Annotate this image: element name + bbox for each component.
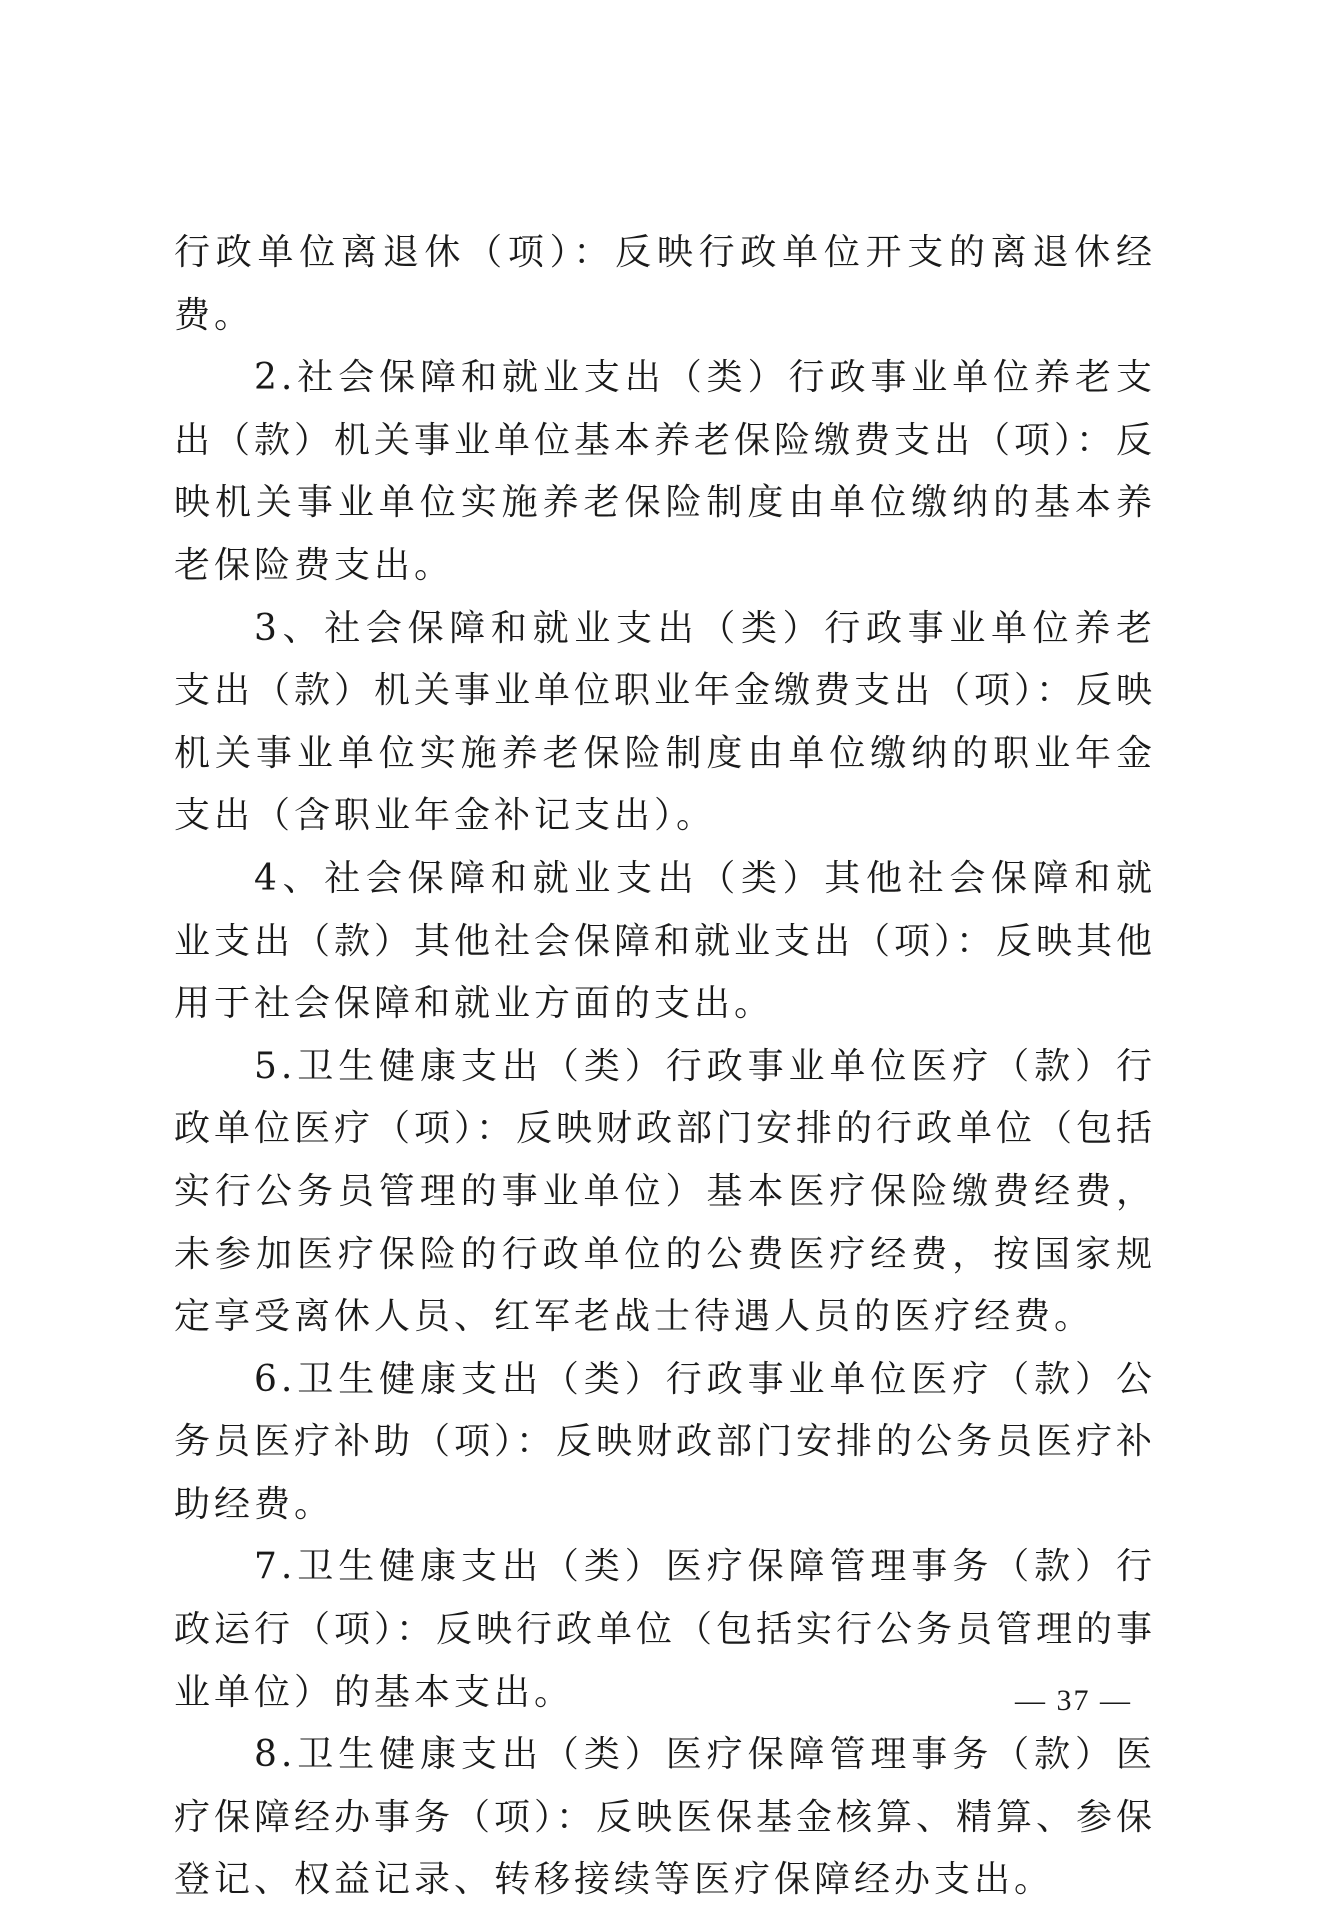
paragraph-continuation: 行政单位离退休（项）：反映行政单位开支的离退休经费。: [174, 232, 1156, 336]
paragraph-item-8: 8.卫生健康支出（类）医疗保障管理事务（款）医疗保障经办事务（项）：反映医保基金核算、精算、参保登记、权益记录、转移接续等医疗保障经办支出。: [174, 1734, 1157, 1901]
paragraph-item-4: 4、社会保障和就业支出（类）其他社会保障和就业支出（款）其他社会保障和就业支出（项）：反映其他用于社会保障和就业方面的支出。: [174, 857, 1157, 1025]
page-number: — 37 —: [1015, 1684, 1132, 1717]
paragraph-item-3: 3、社会保障和就业支出（类）行政事业单位养老支出（款）机关事业单位职业年金缴费支出（项）：反映机关事业单位实施养老保险制度由单位缴纳的职业年金支出（含职业年金补记支出）。: [174, 607, 1157, 837]
paragraph-item-2: 2.社会保障和就业支出（类）行政事业单位养老支出（款）机关事业单位基本养老保险缴费支出（项）：反映机关事业单位实施养老保险制度由单位缴纳的基本养老保险费支出。: [174, 357, 1157, 586]
paragraph-item-5: 5.卫生健康支出（类）行政事业单位医疗（款）行政单位医疗（项）：反映财政部门安排的行政单位（包括实行公务员管理的事业单位）基本医疗保险缴费经费，未参加医疗保险的行政单位的公费医疗经费，按国家规定享受离休人员、红军老战士待遇人员的医疗经费。: [174, 1045, 1157, 1338]
paragraph-item-6: 6.卫生健康支出（类）行政事业单位医疗（款）公务员医疗补助（项）：反映财政部门安排的公务员医疗补助经费。: [174, 1358, 1157, 1525]
paragraph-item-7: 7.卫生健康支出（类）医疗保障管理事务（款）行政运行（项）：反映行政单位（包括实行公务员管理的事业单位）的基本支出。: [174, 1546, 1157, 1713]
body-text: [174, 222, 1156, 1912]
